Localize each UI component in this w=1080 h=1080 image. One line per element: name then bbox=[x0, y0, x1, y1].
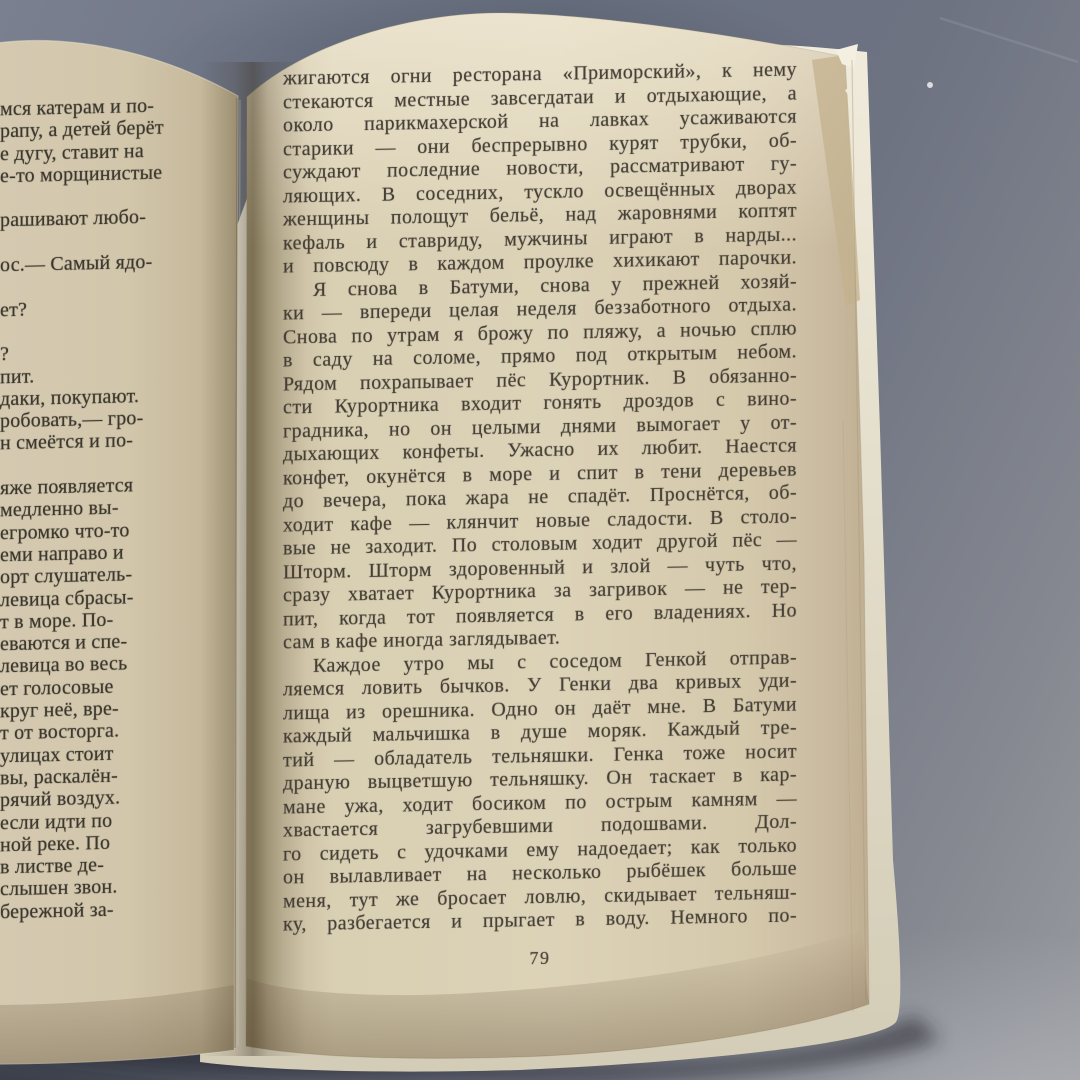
right-page-text-line: кефаль и ставриду, мужчины играют в нарды... bbox=[283, 223, 797, 254]
right-page-text-column bbox=[283, 59, 797, 975]
page-number: 79 bbox=[529, 947, 551, 968]
right-page-text-line: тий — обладатель тельняшки. Генка тоже носит bbox=[283, 740, 797, 771]
right-page-text-line: драную выцветшую тельняшку. Он таскает в кар- bbox=[283, 763, 797, 795]
right-page-text-line: хвастается загрубевшими подошвами. Дол- bbox=[283, 810, 797, 842]
right-page-text-line: каждый мальчишка в душе моряк. Каждый тре- bbox=[283, 716, 797, 748]
left-page-text-line: рячий воздух. bbox=[0, 786, 121, 812]
right-page-text-line: ляющих. В соседних, тускло освещённых дворах bbox=[283, 176, 797, 207]
right-page-text-line: Рядом похрапывает пёс Курортник. В обязанно- bbox=[283, 364, 797, 395]
right-page-text-line: и повсюду в каждом проулке хихикают парочки. bbox=[283, 246, 797, 278]
right-page-text-line: лища из орешника. Одно он даёт мне. В Батуми bbox=[283, 693, 797, 724]
left-page-text-line: т в море. По- bbox=[0, 608, 114, 634]
left-page-text-line: еваются и спе- bbox=[0, 630, 128, 656]
left-page-text-line: рапу, а детей берёт bbox=[0, 116, 164, 143]
left-page-text-line: н смеётся и по- bbox=[0, 429, 134, 455]
right-page-text-line: он вылавливает на несколько рыбёшек больше bbox=[283, 857, 797, 889]
right-page-text-line: мане ужа, ходит босиком по острым камням — bbox=[283, 787, 797, 818]
right-page-text-line: стекаются местные завсегдатаи и отдыхающие, а bbox=[283, 82, 797, 113]
right-page-text-line: ку, разбегается и прыгает в воду. Немного по- bbox=[283, 904, 797, 936]
right-page-text-line: старики — они беспрерывно курят трубки, об- bbox=[283, 129, 797, 160]
left-page-text-line: улицах стоит bbox=[0, 742, 114, 767]
right-page-text-line: сразу хватает Курортника за загривок — не тер- bbox=[283, 575, 797, 607]
right-page-text-line: Каждое утро мы с соседом Генкой отправ- bbox=[313, 646, 797, 677]
right-page-text-line: Шторм. Шторм здоровенный и злой — чуть что, bbox=[283, 552, 797, 583]
right-page-text-line: женщины полощут бельё, над жаровнями коптят bbox=[283, 199, 797, 231]
right-page-text-line: суждают последние новости, рассматривают гу- bbox=[283, 152, 797, 184]
right-page-text-line: ляемся ловить бычков. У Генки два кривых уди- bbox=[283, 669, 797, 701]
right-page-text-line: го сидеть с удочками ему надоедает; как только bbox=[283, 834, 797, 865]
left-page-text-line: егромко что-то bbox=[0, 519, 130, 544]
right-page-text-line: до вечера, пока жара не спадёт. Проснётся, об- bbox=[283, 481, 797, 513]
right-page-text-line: жигаются огни ресторана «Приморский», к нему bbox=[283, 58, 797, 90]
right-page-text-line: конфет, окунётся в море и спит в тени деревьев bbox=[283, 458, 797, 489]
right-page-text-line: Я снова в Батуми, снова у прежней хозяй- bbox=[313, 270, 797, 301]
left-page-text-line: бережной за- bbox=[0, 898, 114, 924]
left-page-text-line: в листве де- bbox=[0, 854, 105, 879]
right-page-paragraph-lines bbox=[283, 59, 797, 937]
left-page-text-line: пит. bbox=[0, 365, 35, 388]
desk-speck bbox=[927, 82, 933, 88]
left-page-text-line: мся катерам и по- bbox=[0, 94, 155, 121]
left-page-text-line: яже появляется bbox=[0, 474, 134, 500]
right-page-text-line: сти Курортника входит гонять дроздов с вино- bbox=[283, 387, 797, 419]
left-page-text-line: левица сбрасы- bbox=[0, 585, 134, 611]
left-page-text-line: ет голосовые bbox=[0, 675, 114, 701]
left-page-text-line: е-то морщинистые bbox=[0, 161, 163, 188]
right-page-text-line: дыхающих конфеты. Ужасно их любит. Наестся bbox=[283, 434, 797, 466]
right-page-text-line: около парикмахерской на лавках усаживаются bbox=[283, 105, 797, 137]
left-page-text-line: медленно вы- bbox=[0, 496, 119, 522]
left-page-text-line: орт слушатель- bbox=[0, 563, 133, 589]
left-page-text-line: ? bbox=[0, 343, 10, 366]
right-page-text-line: ки — впереди целая неделя беззаботного отдыха. bbox=[283, 293, 797, 325]
left-page-text-line: ной реке. По bbox=[0, 831, 111, 857]
left-page-text-line: левица во весь bbox=[0, 652, 128, 678]
left-page-text-line: т от восторга. bbox=[0, 719, 120, 745]
right-page-text-line: меня, тут же бросает ловлю, скидывает тельняш- bbox=[283, 881, 797, 912]
right-page-text-line: в саду на соломе, прямо под открытым небом. bbox=[283, 340, 797, 372]
left-page-text-line: рашивают любо- bbox=[0, 206, 147, 232]
left-page-text-line: вы, раскалён- bbox=[0, 764, 118, 790]
right-page-text-line: пит, когда тот появляется в его владениях. Но bbox=[283, 599, 797, 630]
left-page-text-line: ос.— Самый ядо- bbox=[0, 250, 153, 277]
left-page-text-line: если идти по bbox=[0, 809, 113, 834]
right-page-text-line: Снова по утрам я брожу по пляжу, а ночью сплю bbox=[283, 317, 797, 348]
right-page-text-line: сам в кафе иногда заглядывает. bbox=[283, 626, 561, 654]
right-page-text-line: градника, но он целыми днями вымогает у от- bbox=[283, 411, 797, 442]
left-page-text-line: ет? bbox=[0, 298, 28, 321]
left-page-text-line: даки, покупают. bbox=[0, 385, 140, 411]
right-page-text-line: ходит кафе — клянчит новые сладости. В столо- bbox=[283, 505, 797, 536]
left-page-text-line: круг неё, вре- bbox=[0, 697, 119, 723]
left-page-text-line: еми направо и bbox=[0, 541, 124, 567]
left-page-text-column bbox=[0, 94, 205, 924]
desk-scratch bbox=[940, 18, 1078, 62]
left-page-text-line: слышен звон. bbox=[0, 876, 118, 901]
left-page-text-line: робовать,— гро- bbox=[0, 407, 144, 433]
left-page-text-line: е дугу, ставит на bbox=[0, 139, 144, 165]
right-page-text-line: вые не заходит. По столовым ходит другой пёс — bbox=[283, 528, 797, 560]
